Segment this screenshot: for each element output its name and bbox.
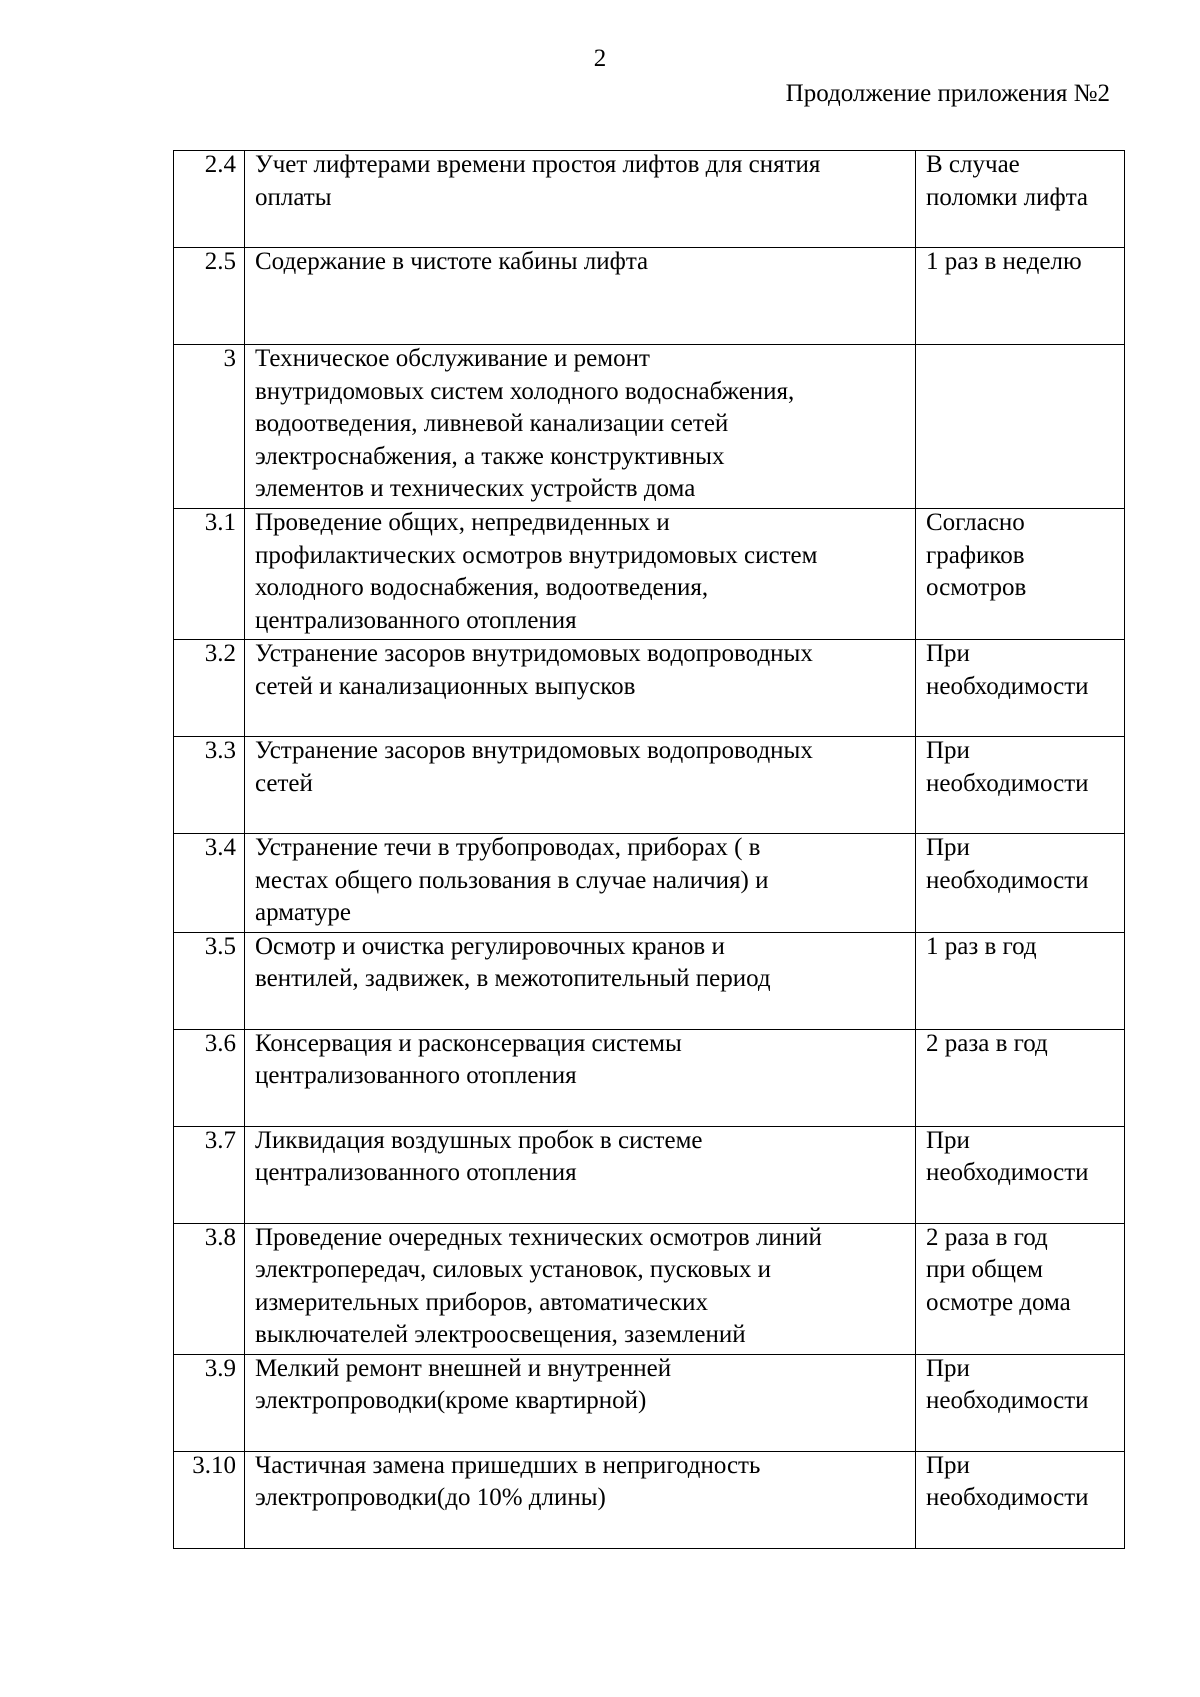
row-frequency-cell — [916, 737, 1125, 834]
row-frequency-cell — [916, 1126, 1125, 1223]
row-description-cell — [245, 932, 916, 1029]
frequency-line: необходимости — [926, 1159, 1089, 1186]
services-table-body — [174, 151, 1125, 1549]
row-frequency-cell — [916, 1223, 1125, 1354]
row-number: 3.8 — [204, 1223, 236, 1251]
row-number-cell — [174, 1029, 245, 1126]
description-line: местах общего пользования в случае наличия) и — [255, 866, 769, 894]
description-line: электропроводки(кроме квартирной) — [255, 1387, 647, 1414]
row-number-cell — [174, 1223, 245, 1354]
description-line: элементов и технических устройств дома — [255, 475, 696, 502]
frequency-line: необходимости — [926, 672, 1089, 700]
row-description-cell — [245, 151, 916, 248]
frequency-line: При — [926, 640, 970, 667]
frequency-line: осмотре дома — [926, 1288, 1071, 1316]
table-row — [174, 1223, 1125, 1354]
row-description-cell — [245, 1029, 916, 1126]
description-line: Ликвидация воздушных пробок в системе — [255, 1126, 703, 1154]
row-description-cell — [245, 248, 916, 345]
row-description-cell — [245, 640, 916, 737]
row-number: 3.1 — [204, 509, 236, 536]
frequency-line: поломки лифта — [926, 183, 1089, 211]
row-number: 3.3 — [204, 737, 236, 764]
description-line: Устранение засоров внутридомовых водопроводных — [255, 640, 813, 667]
frequency-line: При — [926, 737, 970, 764]
row-number-cell — [174, 509, 245, 640]
row-number: 3.6 — [204, 1029, 236, 1057]
row-description-cell — [245, 345, 916, 509]
frequency-line: 2 раза в год — [926, 1223, 1048, 1251]
description-line: Проведение очередных технических осмотров линий — [255, 1223, 822, 1251]
frequency-line: При — [926, 834, 970, 861]
description-line: водоотведения, ливневой канализации сетей — [255, 410, 729, 437]
row-frequency-cell — [916, 932, 1125, 1029]
continuation-heading: Продолжение приложения №2 — [785, 80, 1110, 107]
row-number-cell — [174, 345, 245, 509]
page-number: 2 — [593, 45, 607, 72]
row-frequency-cell — [916, 640, 1125, 737]
description-line: выключателей электроосвещения, заземлений — [255, 1321, 746, 1348]
services-table — [173, 150, 1125, 1549]
description-line: Мелкий ремонт внешней и внутренней — [255, 1354, 672, 1382]
row-description-cell — [245, 834, 916, 933]
frequency-line: 2 раза в год — [926, 1029, 1048, 1057]
description-line: внутридомовых систем холодного водоснабжения, — [255, 377, 795, 405]
row-frequency-cell — [916, 834, 1125, 933]
row-number-cell — [174, 932, 245, 1029]
row-number: 3.5 — [204, 932, 236, 960]
frequency-line: осмотров — [926, 574, 1027, 601]
row-description-cell — [245, 1126, 916, 1223]
row-number: 2.4 — [204, 151, 236, 178]
row-number: 3.7 — [204, 1126, 236, 1154]
frequency-line: при общем — [926, 1256, 1043, 1283]
table-row — [174, 151, 1125, 248]
description-line: Содержание в чистоте кабины лифта — [255, 248, 649, 275]
table-row — [174, 1451, 1125, 1548]
row-description-cell — [245, 1451, 916, 1548]
row-number: 2.5 — [204, 248, 236, 275]
frequency-line: необходимости — [926, 1387, 1089, 1414]
table-row — [174, 1029, 1125, 1126]
row-frequency-cell — [916, 248, 1125, 345]
frequency-line: Согласно — [926, 509, 1025, 536]
description-line: сетей и канализационных выпусков — [255, 672, 636, 700]
frequency-line: При — [926, 1126, 970, 1154]
row-description-cell — [245, 1354, 916, 1451]
table-row — [174, 640, 1125, 737]
description-line: Устранение засоров внутридомовых водопроводных — [255, 737, 813, 764]
row-number-cell — [174, 151, 245, 248]
row-number-cell — [174, 1126, 245, 1223]
description-line: Частичная замена пришедших в непригодность — [255, 1451, 761, 1479]
table-row — [174, 509, 1125, 640]
frequency-line: 1 раз в год — [926, 932, 1037, 960]
table-row — [174, 737, 1125, 834]
frequency-line: необходимости — [926, 866, 1089, 894]
row-number-cell — [174, 737, 245, 834]
row-number-cell — [174, 248, 245, 345]
row-frequency-cell — [916, 1354, 1125, 1451]
row-number: 3.9 — [204, 1354, 236, 1382]
row-number-cell — [174, 1451, 245, 1548]
table-row — [174, 345, 1125, 509]
row-number-cell — [174, 1354, 245, 1451]
description-line: вентилей, задвижек, в межотопительный период — [255, 965, 771, 992]
description-line: сетей — [255, 769, 313, 797]
row-description-cell — [245, 1223, 916, 1354]
description-line: Учет лифтерами времени простоя лифтов для снятия — [255, 151, 821, 178]
row-frequency-cell — [916, 1451, 1125, 1548]
row-number: 3.10 — [192, 1451, 236, 1479]
row-number-cell — [174, 834, 245, 933]
table-row — [174, 834, 1125, 933]
row-frequency-cell — [916, 1029, 1125, 1126]
description-line: электропроводки(до 10% длины) — [255, 1484, 606, 1511]
row-description-cell — [245, 737, 916, 834]
frequency-line: При — [926, 1451, 970, 1479]
table-row — [174, 932, 1125, 1029]
row-description-cell — [245, 509, 916, 640]
row-frequency-cell — [916, 151, 1125, 248]
description-line: централизованного отопления — [255, 606, 577, 634]
description-line: Техническое обслуживание и ремонт — [255, 345, 650, 372]
description-line: профилактических осмотров внутридомовых систем — [255, 541, 818, 569]
description-line: электропередач, силовых установок, пусковых и — [255, 1256, 771, 1283]
row-number: 3.4 — [204, 834, 236, 861]
description-line: холодного водоснабжения, водоотведения, — [255, 574, 709, 601]
description-line: измерительных приборов, автоматических — [255, 1288, 709, 1316]
description-line: Консервация и расконсервация системы — [255, 1029, 682, 1057]
row-number: 3.2 — [204, 640, 236, 667]
row-number-cell — [174, 640, 245, 737]
description-line: оплаты — [255, 183, 332, 211]
frequency-line: В случае — [926, 151, 1020, 178]
description-line: Проведение общих, непредвиденных и — [255, 509, 670, 536]
frequency-line: При — [926, 1354, 970, 1382]
table-row — [174, 248, 1125, 345]
row-frequency-cell — [916, 509, 1125, 640]
row-frequency-cell — [916, 345, 1125, 509]
frequency-line: 1 раз в неделю — [926, 248, 1082, 275]
description-line: электроснабжения, а также конструктивных — [255, 442, 725, 470]
table-row — [174, 1126, 1125, 1223]
frequency-line: графиков — [926, 541, 1025, 569]
description-line: арматуре — [255, 899, 352, 926]
row-number: 3 — [223, 345, 236, 372]
description-line: Осмотр и очистка регулировочных кранов и — [255, 932, 725, 960]
table-row — [174, 1354, 1125, 1451]
description-line: Устранение течи в трубопроводах, приборах ( в — [255, 834, 761, 861]
description-line: централизованного отопления — [255, 1062, 577, 1089]
frequency-line: необходимости — [926, 1484, 1089, 1511]
description-line: централизованного отопления — [255, 1159, 577, 1186]
frequency-line: необходимости — [926, 769, 1089, 797]
